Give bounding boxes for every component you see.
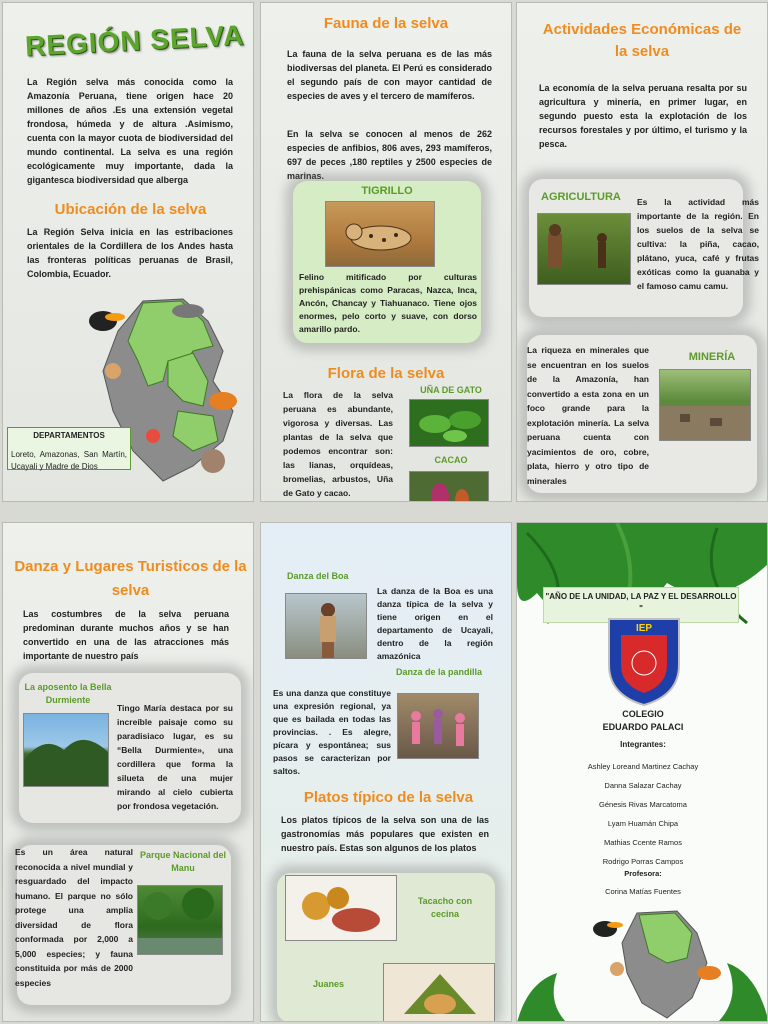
integrantes-label: Integrantes: bbox=[620, 740, 666, 749]
member-name: Danna Salazar Cachay bbox=[604, 781, 682, 790]
agricultura-photo bbox=[537, 213, 631, 285]
mineria-label: MINERÍA bbox=[688, 351, 736, 363]
panel-region-selva bbox=[2, 2, 254, 502]
colegio-name: EDUARDO PALACI bbox=[602, 722, 684, 732]
pandilla-photo bbox=[397, 693, 479, 759]
member-name: Rodrigo Porras Campos bbox=[602, 857, 684, 866]
shield-top-text: IEP bbox=[635, 623, 653, 634]
year-text: "AÑO DE LA UNIDAD, LA PAZ Y EL DESARROLLO " bbox=[545, 592, 737, 613]
boa-label: Danza del Boa bbox=[287, 571, 349, 581]
fauna-text-2: En la selva se conocen al menos de 262 especies de anfibios, 806 aves, 293 mamíferos, 697 de peces ,180 reptiles y 2500 especies de marinas. bbox=[287, 129, 492, 181]
flora-text: La flora de la selva peruana es abundante, vigorosa y diversas. Las plantas de la selva que podemos encontrar son: las lianas, orquídeas, bromelias, arbustos, Uña de Gato y cacao. bbox=[283, 390, 393, 498]
platos-text: Los platos típicos de la selva son una de las gastronomías más populares que existen en nuestro país. Estas son algunos de los platos bbox=[281, 815, 489, 853]
boa-photo bbox=[285, 593, 367, 659]
panel-danzas-platos bbox=[260, 522, 512, 1022]
ubicacion-text: La Región Selva inicia en las estribaciones orientales de la Cordillera de los Andes hasta las fronteras políticas peruanas de Brasil, Colombia, Ecuador. bbox=[27, 227, 233, 279]
departamentos-heading: DEPARTAMENTOS bbox=[33, 431, 105, 440]
fauna-heading: Fauna de la selva bbox=[323, 15, 449, 32]
tigrillo-label: TIGRILLO bbox=[361, 185, 413, 197]
sloth-icon bbox=[201, 449, 225, 473]
una-de-gato-label: UÑA DE GATO bbox=[420, 385, 482, 395]
manu-label: Parque Nacional del Manu bbox=[139, 850, 227, 873]
monkey-icon bbox=[209, 392, 237, 410]
tacacho-photo bbox=[285, 875, 397, 941]
bella-durmiente-photo bbox=[23, 713, 109, 787]
profesora-label: Profesora: bbox=[624, 869, 662, 878]
mineria-text: La riqueza en minerales que se encuentran en los suelos de la Amazonía, han convertido a esta zona en un foco grande para la explotación minería. La selva peruana cuenta con yacimientos de oro, cobre, plata, hierro y otro tipo de minerales bbox=[527, 345, 649, 486]
tigrillo-photo bbox=[325, 201, 435, 267]
cacao-label: CACAO bbox=[434, 455, 468, 465]
platos-heading: Platos típico de la selva bbox=[303, 789, 474, 806]
panel-danza-lugares bbox=[2, 522, 254, 1022]
page-title: REGIÓN SELVA bbox=[24, 19, 246, 62]
bella-durmiente-label: La aposento la Bella Durmiente bbox=[24, 682, 112, 705]
flora-heading: Flora de la selva bbox=[327, 365, 445, 382]
intro-text: La Región selva más conocida como la Amazonía Peruana, tiene origen hace 20 millones de años .Es una extensión vegetal frondosa, húmeda y de altura .Asimismo, cuenta con la mayor cuota de biodiversidad del mundo continental. La selva es una región ecológicamente muy importante, dada la gigantesca biodiversidad que alberga bbox=[27, 77, 233, 185]
manu-photo bbox=[137, 885, 223, 955]
boa-text: La danza de la Boa es una danza típica de la selva y tiene origen en el departamento de Ucayali, dentro de la región amazónica bbox=[377, 586, 493, 661]
danza-lugares-text: Las costumbres de la selva peruana predominan durante muchos años y se han convertido en una de las atracciones más importante de nuestro país bbox=[23, 609, 229, 661]
una-de-gato-photo bbox=[409, 399, 489, 447]
school-shield-icon bbox=[603, 613, 685, 709]
manu-text: Es un área natural reconocida a nivel mundial y resguardado del impacto humano. El parque no sólo protege una amplia diversidad de flora conformada por 2,000 a 5,000 especies; y fauna constituida por más de 2000 especies bbox=[15, 847, 133, 988]
member-name: Ashley Loreand Martinez Cachay bbox=[587, 762, 699, 771]
actividades-text: La economía de la selva peruana resalta por su agricultura y minería, en primer lugar, en segundo puesto esta la explotación de los recursos forestales y por último, el turismo y la pesca. bbox=[539, 83, 747, 149]
pandilla-label: Danza de la pandilla bbox=[395, 667, 483, 677]
panel-actividades bbox=[516, 2, 768, 502]
member-name: Mathias Ccente Ramos bbox=[604, 838, 682, 847]
juanes-photo bbox=[383, 963, 495, 1022]
panel-fauna bbox=[260, 2, 512, 502]
mineria-photo bbox=[659, 369, 751, 441]
member-name: Lyam Huamán Chipa bbox=[607, 819, 679, 828]
members-list bbox=[517, 757, 768, 871]
flower-icon bbox=[146, 429, 160, 443]
departamentos-list: Loreto, Amazonas, San Martín, Ucayali y Madre de Dios bbox=[11, 450, 127, 471]
juanes-label: Juanes bbox=[313, 979, 345, 989]
bella-durmiente-text: Tingo María destaca por su increíble paisaje como su paradisiaco lugar, es su “Bella Durmiente», una cordillera que forma la silueta de una mujer mirando al cielo cubierta por frondosa vegetación. bbox=[117, 703, 233, 811]
actividades-heading: Actividades Económicas de la selva bbox=[542, 21, 742, 60]
colegio-label: COLEGIO bbox=[622, 709, 664, 719]
palm-leaves-bottom-icon bbox=[517, 963, 768, 1022]
tigrillo-text: Felino mitificado por culturas prehispánicas como Paracas, Nazca, Inca, Ancón, Chancay y Tiahuanaco. Tiene ojos enormes, pelo corto y suave, con dorso amarillo pardo. bbox=[299, 272, 477, 334]
tacacho-label: Tacacho con cecina bbox=[417, 896, 473, 919]
fauna-text-1: La fauna de la selva peruana es de las más biodiversas del planeta. El Perú es considerado el segundo país de con mayor cantidad de especies de aves y el tercero de mamíferos. bbox=[287, 49, 492, 101]
pandilla-text: Es una danza que constituye una expresión regional, ya que es bailada en todas las provincias. . Es alegre, pícara y espontánea; sus pasos se caracterizan por saltos. bbox=[273, 688, 391, 776]
agricultura-text: Es la actividad más importante de la región. En los suelos de la selva se cultiva: la piña, cacao, plátano, yuca, café y frutas exóticas como la guanaba y el famoso camu camu. bbox=[637, 197, 759, 291]
child-icon bbox=[105, 363, 121, 379]
agricultura-label: AGRICULTURA bbox=[541, 191, 621, 203]
profesora-name: Corina Matías Fuentes bbox=[605, 887, 681, 896]
panel-portada bbox=[516, 522, 768, 1022]
ubicacion-heading: Ubicación de la selva bbox=[54, 201, 207, 218]
cacao-photo bbox=[409, 471, 489, 502]
anteater-icon bbox=[172, 304, 204, 318]
danza-lugares-heading: Danza y Lugares Turisticos de la selva bbox=[14, 558, 247, 599]
member-name: Génesis Rivas Marcatoma bbox=[599, 800, 687, 809]
